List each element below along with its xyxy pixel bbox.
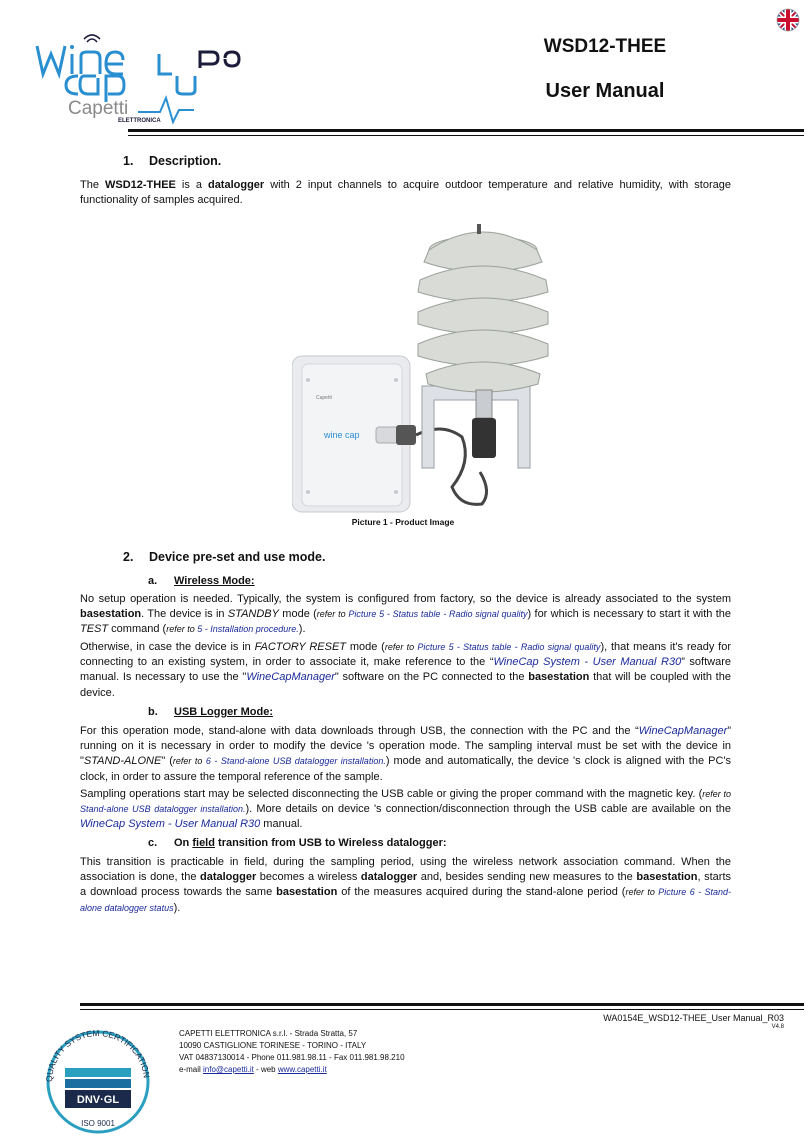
dnv-gl-certification-logo (38, 1018, 158, 1134)
standalone-status-link[interactable]: Picture 6 - Stand-alone datalogger status (80, 887, 732, 913)
winecap-manual-link[interactable]: WineCap System - User Manual R30 (493, 656, 682, 669)
cert-brand: DNV·GL (76, 1094, 120, 1106)
winecapmanager-link[interactable]: WineCapManager (246, 671, 335, 684)
standalone-installation-link[interactable]: Stand-alone USB datalogger installation. (80, 804, 246, 815)
product-image (292, 222, 552, 514)
subsection-c-heading: c. On field transition from USB to Wireless datalogger: (148, 837, 447, 849)
svg-text:ELETTRONICA: ELETTRONICA (118, 118, 161, 124)
description-paragraph: The WSD12-THEE is a datalogger with 2 input channels to acquire outdoor temperature and relative humidity, with storage functionality of samples acquired. (80, 179, 731, 207)
svg-text:QUALITY SYSTEM CERTIFICATION: QUALITY SYSTEM CERTIFICATION (43, 1027, 152, 1083)
standalone-installation-link[interactable]: 6 - Stand-alone USB datalogger installation. (205, 756, 386, 767)
winecapmanager-link[interactable]: WineCapManager (638, 725, 728, 737)
box-brand: wine cap (324, 430, 360, 440)
header-rule (128, 129, 804, 132)
usb-mode-paragraph-2: Sampling operations start may be selected disconnecting the USB cable or giving the proper command with the magnetic key. (refer to Stand-alone USB datalogger installation.). More details on device 's connection/disconnection through the USB cable are available on the WineCap System - User Manual R30 manual. (80, 788, 732, 831)
box-label: Capetti (316, 395, 332, 401)
subsection-a-heading: a. Wireless Mode: (148, 575, 255, 587)
installation-procedure-link[interactable]: 5 - Installation procedure. (197, 624, 299, 635)
status-table-link[interactable]: Picture 5 - Status table - Radio signal quality (348, 609, 528, 620)
footer-rule-thin (80, 1009, 804, 1010)
winecap-manual-link[interactable]: WineCap System - User Manual R30 (80, 818, 261, 831)
section-1-heading: 1. Description. (123, 154, 222, 168)
capetti-wordmark: Capetti (68, 98, 129, 119)
field-transition-paragraph: This transition is practicable in field, during the sampling period, using the wireless network association command. When the association is done, the datalogger becomes a wireless datalogger and, besides sending new measures to the basestation, starts a download process towards the same basestation of the measures acquired during the stand-alone period (refer to Picture 6 - Stand-alone datalogger status). (80, 856, 732, 914)
section-2-heading: 2. Device pre-set and use mode. (123, 550, 326, 564)
website-link[interactable]: www.capetti.it (277, 1065, 327, 1074)
uk-flag-icon[interactable] (776, 8, 800, 32)
subsection-b-heading: b. USB Logger Mode: (148, 706, 273, 718)
status-table-link[interactable]: Picture 5 - Status table - Radio signal quality (417, 642, 601, 652)
footer-rule (80, 1003, 804, 1006)
usb-mode-paragraph-1: For this operation mode, stand-alone with data downloads through USB, the connection with the PC and the “WineCapManager” running on it is necessary in order to modify the device 's operation mode. The sampling interval must be set with the device in "STAND-ALONE" (refer to 6 - Stand-alone USB datalogger installation.) mode and automatically, the device 's clock is aligned with the PC's clock, in order to assure the temporal reference of the sample. (80, 725, 731, 783)
wireless-mode-paragraph-2: Otherwise, in case the device is in FACTORY RESET mode (refer to Picture 5 - Status table - Radio signal quality), that means it's ready for connecting to an existing system, in order to associate it, make reference to the “WineCap System - User Manual R30” software manual. Is necessary to use the "WineCapManager" software on the PC connected to the basestation that will be coupled with the device. (80, 641, 732, 699)
picture-1-caption: Picture 1 - Product Image (351, 517, 455, 527)
doc-model: WSD12-THEE (543, 36, 667, 57)
header-rule-thin (128, 135, 804, 136)
email-link[interactable]: info@capetti.it (203, 1065, 254, 1074)
wireless-mode-paragraph-1: No setup operation is needed. Typically, the system is configured from factory, so the device is already associated to the system basestation. The device is in STANDBY mode (refer to Picture 5 - Status table - Radio signal quality) for which is necessary to start it with the TEST command (refer to 5 - Installation procedure.). (80, 593, 731, 636)
winecap-lupo-logo (32, 22, 247, 130)
version-label: V4.8 (771, 1024, 784, 1030)
doc-title: User Manual (545, 80, 665, 102)
company-address: CAPETTI ELETTRONICA s.r.l. - Strada Stratta, 57 10090 CASTIGLIONE TORINESE - TORINO - ITALY VAT 04837130014 - Phone 011.981.98.11 - Fax 011.981.98.210 e-mail info@capetti.it - web www.capetti.it (179, 1029, 405, 1074)
document-reference: WA0154E_WSD12-THEE_User Manual_R03 (603, 1013, 784, 1023)
cert-iso: ISO 9001 (81, 1119, 115, 1128)
